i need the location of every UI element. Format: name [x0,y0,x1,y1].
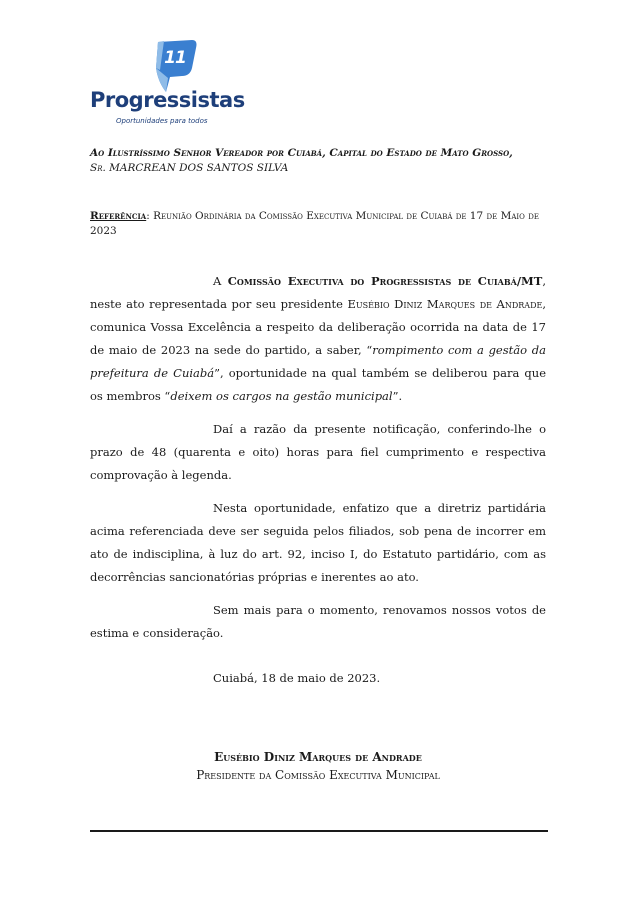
quote-leave-posts: deixem os cargos na gestão municipal [170,389,393,403]
footer-divider [90,830,548,832]
party-tagline: Oportunidades para todos [116,117,208,125]
signatory-name: Eusébio Diniz Marques de Andrade [214,750,422,764]
paragraph-3: Nesta oportunidade, enfatizo que a diretriz partidária acima referenciada deve ser seguida pelos filiados, sob pena de incorrer em ato de indisciplina, à luz do art. 92, inciso I, do Estatuto partidário, com as decorrências sancionatórias próprias e inerentes ao ato. [90,501,546,584]
letter-body [90,270,546,655]
party-logo [90,38,250,133]
paragraph-2: Daí a razão da presente notificação, conferindo-lhe o prazo de 48 (quarenta e oito) horas para fiel cumprimento e respectiva comprovação à legenda. [90,422,546,482]
paragraph-1 [90,270,546,408]
quote-rupture: rompimento com a gestão da prefeitura de Cuiabá [90,343,546,380]
signature-block [90,748,546,784]
party-wordmark: Progressistas [90,88,245,112]
date-line: Cuiabá, 18 de maio de 2023. [213,671,381,685]
president-name-inline: Eusébio Diniz Marques de Andrade [347,297,543,311]
p1-text-i: ”. [392,389,403,403]
addressee-line-2: Sr. MARCREAN DOS SANTOS SILVA [90,162,289,174]
reference-block [90,209,550,239]
reference-text: Reunião Ordinária da Comissão Executiva Municipal de Cuiabá de 17 de Maio de 2023 [90,210,539,237]
p1-text-g: ”, oportunidade na qual também se deliberou para que os membros “ [90,366,546,403]
addressee-block [90,146,550,176]
paragraph-4: Sem mais para o momento, renovamos nossos votos de estima e consideração. [90,603,546,640]
committee-name: Comissão Executiva do Progressistas de Cuiabá/MT [227,274,543,288]
p1-text-e: , comunica Vossa Excelência a respeito da deliberação ocorrida na data de 17 de maio de 2023 na sede do partido, a saber, “ [90,297,546,357]
addressee-line-1: Ao Ilustríssimo Senhor Vereador por Cuiabá, Capital do Estado de Mato Grosso, [90,147,513,159]
party-number: 11 [164,48,186,68]
p1-text-a: A [213,274,228,288]
reference-label: Referência [90,210,147,222]
signatory-title: Presidente da Comissão Executiva Municipal [196,768,440,782]
p1-text-c: , neste ato representada por seu presidente [90,274,546,311]
reference-separator: : [146,210,150,222]
